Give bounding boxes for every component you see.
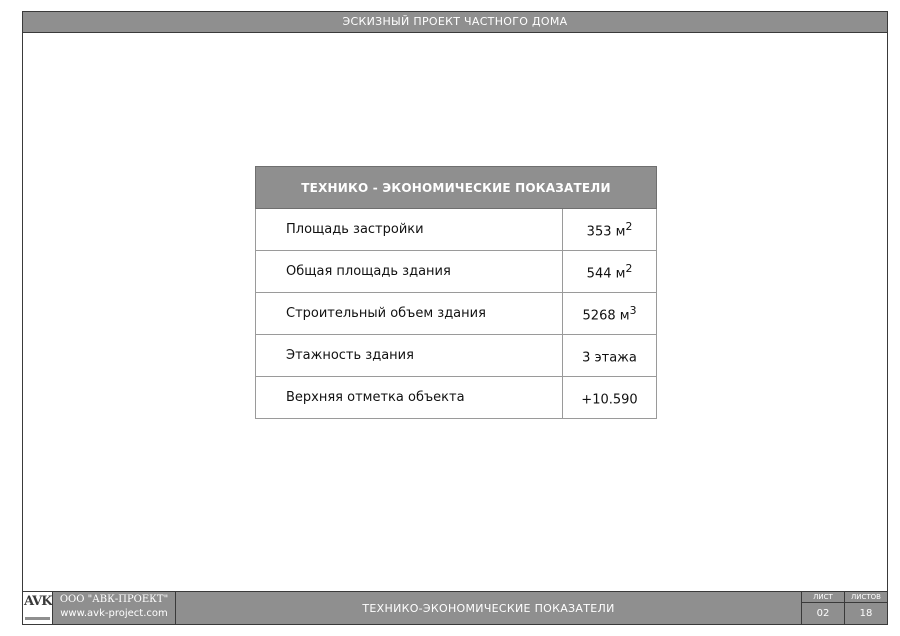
company-name: ООО "АВК-ПРОЕКТ" xyxy=(59,594,169,605)
table-header-row xyxy=(256,167,657,209)
indicator-name: Площадь застройки xyxy=(256,209,563,251)
sheets-label: ЛИСТОВ xyxy=(845,592,887,603)
table-row xyxy=(256,209,657,251)
unit-exponent: 2 xyxy=(625,219,633,233)
indicator-value: +10.590 xyxy=(563,377,657,419)
logo-mark: AVK xyxy=(24,594,52,609)
indicator-value: 3 этажа xyxy=(563,335,657,377)
title-block xyxy=(23,591,887,624)
table-row xyxy=(256,377,657,419)
indicators-table xyxy=(255,166,657,419)
drawing-frame xyxy=(22,11,888,625)
table-row xyxy=(256,251,657,293)
table-row xyxy=(256,335,657,377)
document-title: ЭСКИЗНЫЙ ПРОЕКТ ЧАСТНОГО ДОМА xyxy=(23,12,887,33)
indicator-name: Строительный объем здания xyxy=(256,293,563,335)
company-logo xyxy=(23,592,53,624)
indicator-value: 5268 $м^3$ xyxy=(563,293,657,335)
sheets-total: 18 xyxy=(859,608,873,619)
indicator-value: 544 $м^2$ xyxy=(563,251,657,293)
table-row xyxy=(256,293,657,335)
logo-strip xyxy=(25,617,50,620)
company-website: www.avk-project.com xyxy=(60,608,168,619)
company-info xyxy=(53,592,176,624)
unit-exponent: 3 xyxy=(629,303,637,317)
indicator-name: Этажность здания xyxy=(256,335,563,377)
indicator-value: 353 $м^2$ xyxy=(563,209,657,251)
sheet-number-cell xyxy=(801,592,844,624)
unit-exponent: 2 xyxy=(625,261,633,275)
table-heading: ТЕХНИКО - ЭКОНОМИЧЕСКИЕ ПОКАЗАТЕЛИ xyxy=(256,167,657,209)
indicator-name: Верхняя отметка объекта xyxy=(256,377,563,419)
sheet-title: ТЕХНИКО-ЭКОНОМИЧЕСКИЕ ПОКАЗАТЕЛИ xyxy=(362,602,615,615)
sheet-label: ЛИСТ xyxy=(802,592,844,603)
indicator-name: Общая площадь здания xyxy=(256,251,563,293)
sheets-total-cell xyxy=(844,592,887,624)
sheet-number: 02 xyxy=(816,608,830,619)
